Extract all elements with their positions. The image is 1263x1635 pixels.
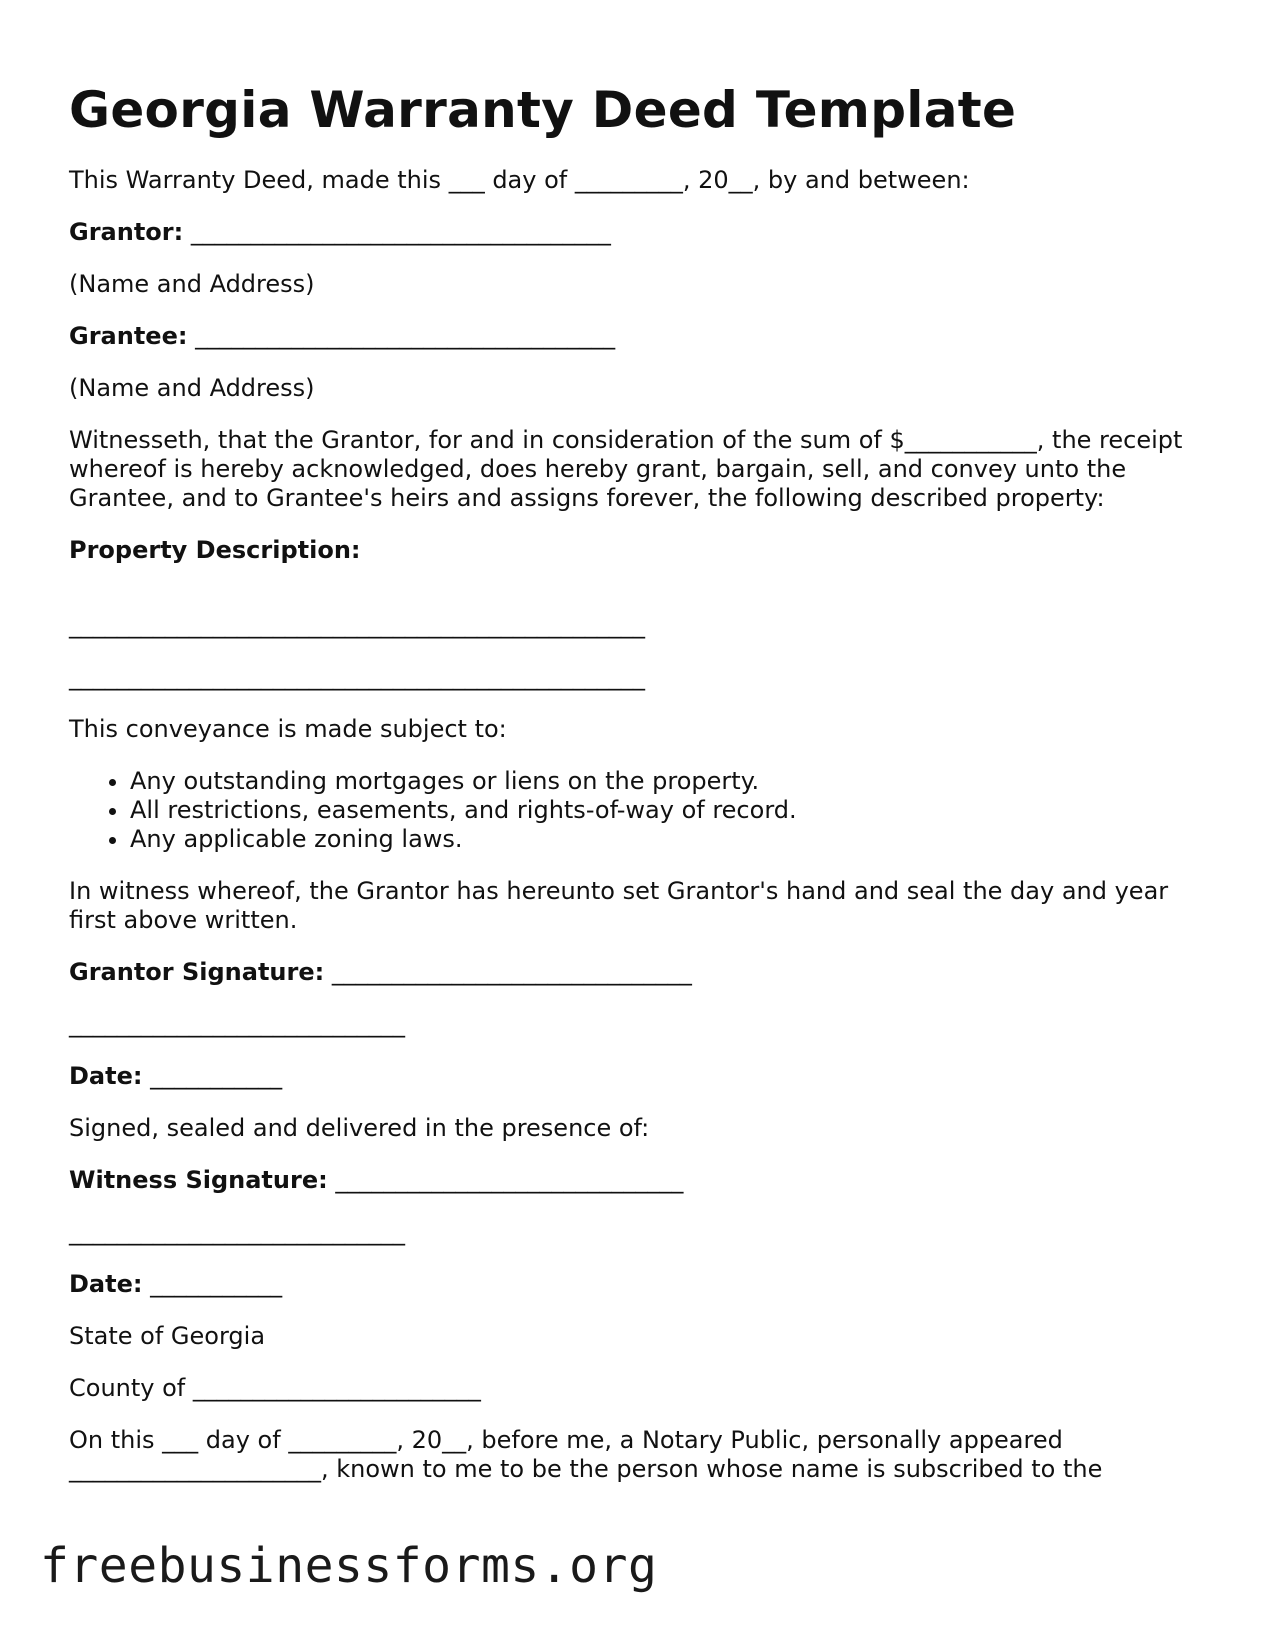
witness-signature-line-2: ____________________________ xyxy=(69,1218,405,1246)
property-line-1: ________________________________________________ xyxy=(69,611,645,639)
witnesseth-paragraph: Witnesseth, that the Grantor, for and in consideration of the sum of $___________, the receipt whereof is hereby acknowledged, does hereby grant, bargain, sell, and convey unto the Grantee, and to Grantee's heirs and assigns forever, the following described property: xyxy=(69,426,1191,512)
property-line-2: ________________________________________________ xyxy=(69,663,645,691)
county-line: County of ________________________ xyxy=(69,1374,481,1402)
grantor-blank: ___________________________________ xyxy=(183,218,611,246)
witness-signature-label: Witness Signature: xyxy=(69,1166,328,1194)
grantor-note: (Name and Address) xyxy=(69,270,315,298)
grantor-label: Grantor: xyxy=(69,218,184,246)
watermark: freebusinessforms.org xyxy=(40,1538,661,1614)
grantor-signature-blank: ______________________________ xyxy=(324,958,692,986)
date-blank-2: ___________ xyxy=(142,1270,283,1298)
grantee-blank: ___________________________________ xyxy=(187,322,616,350)
page-title: Georgia Warranty Deed Template xyxy=(69,81,1017,139)
date-label-2: Date: xyxy=(69,1270,143,1298)
list-item: • All restrictions, easements, and rights-of-way of record. xyxy=(130,796,1189,825)
grantor-signature-field xyxy=(69,958,1189,987)
grantee-field xyxy=(69,322,1189,351)
date-field-1 xyxy=(69,1062,1189,1091)
date-blank-1: ___________ xyxy=(142,1062,283,1090)
subject-list xyxy=(69,767,1189,854)
grantee-label: Grantee: xyxy=(69,322,188,350)
in-witness-paragraph: In witness whereof, the Grantor has hereunto set Grantor's hand and seal the day and year first above written. xyxy=(69,877,1176,934)
grantee-note: (Name and Address) xyxy=(69,374,315,402)
grantor-field xyxy=(69,218,1189,247)
list-item: • Any applicable zoning laws. xyxy=(130,825,1189,854)
list-item: • Any outstanding mortgages or liens on the property. xyxy=(130,767,1189,796)
witness-signature-field xyxy=(69,1166,1189,1195)
date-label-1: Date: xyxy=(69,1062,143,1090)
deed-document xyxy=(69,80,1189,1507)
presence-paragraph: Signed, sealed and delivered in the presence of: xyxy=(69,1114,650,1142)
state-line: State of Georgia xyxy=(69,1322,266,1350)
notary-paragraph: On this ___ day of _________, 20__, before me, a Notary Public, personally appeared _____________________, known to me to be the person whose name is subscribed to the xyxy=(69,1426,1103,1483)
grantor-signature-label: Grantor Signature: xyxy=(69,958,325,986)
date-field-2 xyxy=(69,1270,1189,1299)
subject-intro: This conveyance is made subject to: xyxy=(69,715,507,743)
witness-signature-blank: _____________________________ xyxy=(327,1166,684,1194)
intro-paragraph: This Warranty Deed, made this ___ day of _________, 20__, by and between: xyxy=(69,166,970,194)
grantor-signature-line-2: ____________________________ xyxy=(69,1010,405,1038)
property-description-label: Property Description: xyxy=(69,536,361,564)
